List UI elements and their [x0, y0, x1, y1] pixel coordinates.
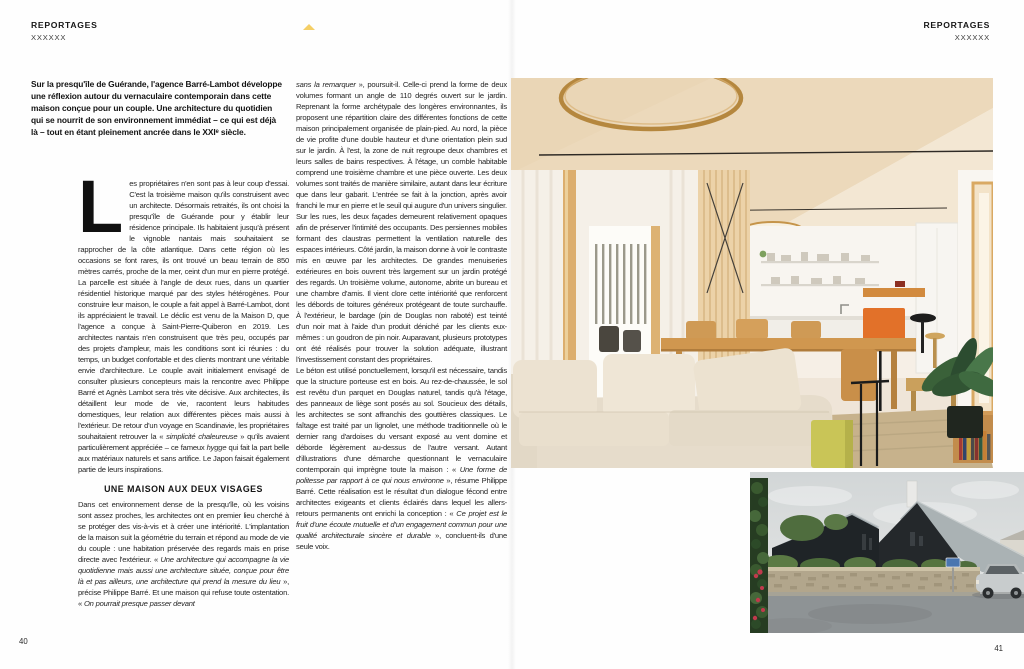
right-page-header	[923, 20, 990, 42]
section-title: REPORTAGES	[31, 20, 98, 30]
interior-photo-image	[511, 78, 993, 468]
left-page-header	[31, 20, 98, 42]
drop-cap: L	[78, 165, 122, 248]
article-column-1	[78, 165, 290, 609]
section-subtitle: XXXXXX	[954, 32, 990, 42]
body-paragraph-5: Le béton est utilisé ponctuellement, lorsqu'il est nécessaire, tandis que la structure porteuse est en bois. Au rez-de-chaussée, le sol est revêtu d'un parquet en Douglas naturel, tandis qu'à l'étage, des panneaux de liège sont posés au sol. Soucieux des détails, les architectes se sont affranchis des gouttières classiques. Le faîtage est traité par un lignolet, une méthode traditionnelle où le dernier rang d'ardoises du versant exposé au vent domine et déborde légèrement au-dessus de l'autre versant. Autant d'illustrations d'une démarche questionnant le vernaculaire contemporain qui imprègne toute la maison : « Une forme de politesse par rapport à ce qui nous environne », résume Philippe Barré. Cette réalisation est le résultat d'un dialogue fécond entre architectes exigeants et clients éclairés dans lequel les allers-retours permanents ont enrichi la conception : « Ce projet est le fruit d'une écoute mutuelle et d'un engagement commun pour une qualité architecturale sincère et durable », concluent-ils d'une seule voix.	[296, 366, 508, 551]
interior-living-room-photo	[511, 78, 993, 468]
body-paragraph-2: Dans cet environnement dense de la presqu'île, où les voisins sont assez proches, les architectes ont en premier lieu cherché à se protéger des vis-à-vis et à créer une intériorité. L'implantation de la maison suit la géométrie du terrain et répond au mode de vie du couple : une habitation préservée des regards mais en prise directe avec l'extérieur. « Une architecture qui accompagne la vie quotidienne mais aussi une architecture située, conçue pour être là et pas ailleurs, une architecture qui prend la mesure du lieu », précise Philippe Barré. Et une maison qui refuse toute ostentation. « On pourrait presque passer devant	[78, 500, 290, 608]
yellow-fold-mark-icon	[303, 24, 315, 30]
exterior-house-photo	[750, 472, 1024, 633]
section-heading: UNE MAISON AUX DEUX VISAGES	[104, 484, 263, 494]
body-paragraph-1	[78, 165, 289, 475]
paragraph-text-1: es propriétaires n'en sont pas à leur coup d'essai. C'est la troisième maison qu'ils construisent avec un architecte. Désormais retraités, ils ont choisi la presqu'île de Guérande pour y établir leur résidence principale. Ils habitaient jusqu'à présent le vignoble nantais mais souhaitaient se rapprocher de la côte atlantique. Dans cette région où les occasions se font rares, ils ont trouvé un beau terrain de 850 mètres carrés, proche de la mer, ceint d'un mur en pierre protégé. La parcelle est située à l'angle de deux rues, dans un quartier résidentiel historique marqué par des styles hétérogènes. Pour construire leur maison, le couple a fait appel à Barré-Lambot, dont ils appréciaient le travail. Le déclic est venu de la Maison D, que l'agence a conçue à Saint-Pierre-Quiberon en 2019. Les architectes nantais n'en construisent que très peu, occupés par des projets d'ampleur, mais les conditions sont ici réunies : du temps, un budget confortable et des clients montrant une véritable envie d'architecture. Le couple avait initialement envisagé de consulter plusieurs concepteurs mais la rencontre avec Philippe Barré et Agnès Lambot sera très vite décisive. Aux architectes, ils détaillent leur mode de vie, racontent leurs habitudes domestiques, leur relation aux différentes pièces mais aussi à l'extérieur. De retour d'un voyage en Scandinavie, les propriétaires souhaitaient retrouver la « simplicité chaleureuse » qu'ils avaient particulièrement appréciée – ce fameux hygge qui fait la part belle aux matériaux naturels et sans artifice. Le Japon faisait également partie de leurs inspirations.	[78, 179, 289, 474]
page-number-left: 40	[19, 637, 28, 646]
body-paragraph-3: sans la remarquer », poursuit-il. Celle-ci prend la forme de deux volumes formant un angle de 110 degrés ouvert sur le jardin. Reprenant la forme archétypale des longères environnantes, ils proposent une répartition claire des différentes fonctions de cette maison principalement organisée de plain-pied. Au nord, la pièce de vie profite d'une double hauteur et d'une orientation plein sud sur le jardin. À l'est, la zone de nuit regroupe deux chambres et leurs salles de bains respectives. À l'étage, un comble habitable comprend une troisième chambre et une pièce ouverte. Les deux volumes sont traités de manière similaire, autant dans leur écriture que dans leur gabarit. L'entrée se fait à la jonction, après avoir franchi le mur en pierre et le seuil qui augure d'un univers singulier.	[296, 80, 507, 210]
section-title: REPORTAGES	[923, 20, 990, 30]
standfirst: Sur la presqu'île de Guérande, l'agence Barré-Lambot développe une réflexion autour du vernaculaire contemporain dans cette maison conçue pour un couple. Une architecture du quotidien qui se nourrit de son environnement immédiat – ce qui est déjà là – tout en étant pleinement ancrée dans le XXIᵉ siècle.	[31, 79, 282, 137]
exterior-photo-image	[750, 472, 1024, 633]
section-subtitle: XXXXXX	[31, 32, 67, 42]
body-paragraph-4: Sur les rues, les deux façades demeurent relativement opaques afin de préserver l'intimité des occupants. Des persiennes mobiles formant des claustras permettent la ventilation naturelle des espaces intérieurs. Côté jardin, la maison donne à voir le contraste mis en œuvre par les architectes. De grandes menuiseries extérieures en bois ouvrent très largement sur un jardin protégé des regards. Un troisième volume, autonome, abrite un bureau et une chambre d'amis. Il vient clore cette intériorité que renforcent les débords de toitures généreux protégeant de toute surchauffe. À l'extérieur, le bardage (pin de Douglas non raboté) est teinté d'un noir mat à l'aide d'un produit déniché par les clients eux-mêmes : un goudron de pin noir. Auparavant, plusieurs prototypes ont été réalisés pour trouver la solution adéquate, illustrant l'investissement constant des propriétaires.	[296, 212, 507, 364]
article-column-2	[296, 79, 507, 552]
page-number-right: 41	[994, 644, 1003, 653]
